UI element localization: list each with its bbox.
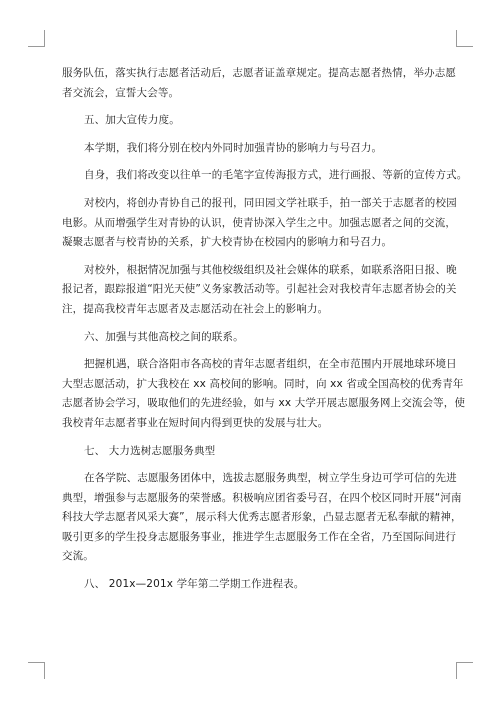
text-line: 电影。从而增强学生对青协的认识，使青协深入学生之中。加强志愿者之间的交流， <box>62 216 457 229</box>
text-line: 服务队伍，落实执行志愿者活动后，志愿者证盖章规定。提高志愿者热情，举办志愿 <box>62 67 457 79</box>
text-line: 志愿者协会学习，吸取他们的先进经验，如与 xx 大学开展志愿服务网上交流会等，使 <box>62 397 466 410</box>
section-heading <box>62 442 440 462</box>
crop-mark-bottom-right <box>456 662 473 679</box>
text-line: 自身，我们将改变以往单一的毛笔字宣传海报方式，进行画报、等新的宣传方式。 <box>84 169 468 182</box>
text-line: 把握机遇，联合洛阳市各高校的青年志愿者组织，在全市范围内开展地球环境日 <box>84 358 457 371</box>
section-heading <box>62 111 440 131</box>
text-line: 八、 201x—201x 学年第二学期工作进程表。 <box>84 578 305 591</box>
text-line: 本学期，我们将分别在校内外同时加强青协的影响力与号召力。 <box>84 141 383 154</box>
text-line: 在各学院、志愿服务团体中，选拔志愿服务典型，树立学生身边可学可信的先进 <box>84 472 457 485</box>
paragraph <box>62 194 457 253</box>
text-line: 对校内，将创办青协自己的报刊，同田园文学社联手，拍一部关于志愿者的校园 <box>84 196 457 209</box>
text-line: 凝聚志愿者与校青协的关系，扩大校青协在校园内的影响力和号召力。 <box>62 236 393 249</box>
crop-mark-top-left <box>28 30 45 47</box>
text-line: 注，提高我校青年志愿者及志愿活动在社会上的影响力。 <box>62 302 329 315</box>
paragraph <box>62 139 440 159</box>
text-line: 七、 大力选树志愿服务典型 <box>84 444 216 457</box>
paragraph <box>62 355 466 433</box>
section-heading <box>62 575 440 595</box>
crop-mark-top-right <box>456 30 473 47</box>
paragraph <box>62 166 468 186</box>
section-heading <box>62 328 440 348</box>
text-line: 交流。 <box>62 550 94 563</box>
document-body <box>62 64 468 603</box>
text-line: 吸引更多的学生投身志愿服务事业，推进学生志愿服务工作在全省，乃至国际间进行 <box>62 530 457 543</box>
crop-mark-bottom-left <box>28 662 45 679</box>
paragraph <box>62 261 457 320</box>
text-line: 我校青年志愿者事业在短时间内得到更快的发展与壮大。 <box>62 416 329 429</box>
paragraph <box>62 469 462 567</box>
text-line: 六、加强与其他高校之间的联系。 <box>84 330 244 343</box>
text-line: 五、加大宣传力度。 <box>84 114 180 127</box>
text-line: 报记者，跟踪报道“阳光天使”义务家教活动等。引起社会对我校青年志愿者协会的关 <box>62 283 457 296</box>
text-line: 典型，增强参与志愿服务的荣誉感。积极响应团省委号召，在四个校区同时开展“河南 <box>62 491 462 504</box>
text-line: 科技大学志愿者风采大赛”，展示科大优秀志愿者形象，凸显志愿者无私奉献的精神， <box>62 511 462 524</box>
paragraph <box>62 64 457 103</box>
text-line: 对校外，根据情况加强与其他校级组织及社会媒体的联系，如联系洛阳日报、晚 <box>84 263 457 276</box>
text-line: 大型志愿活动，扩大我校在 xx 高校间的影响。同时，向 xx 省或全国高校的优秀青年 <box>62 377 464 390</box>
text-line: 者交流会，宣誓大会等。 <box>62 86 180 99</box>
